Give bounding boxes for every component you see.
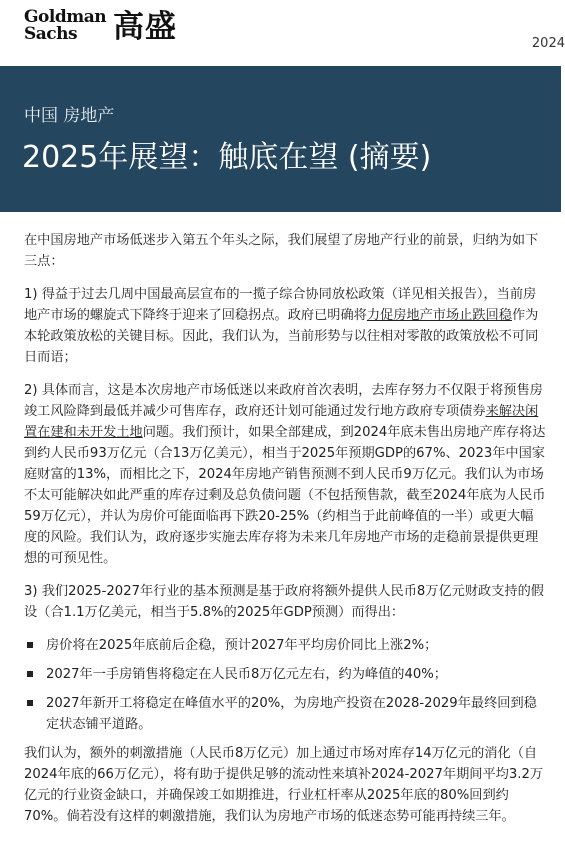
point-2-paragraph bbox=[24, 380, 546, 569]
logo-line-goldman: Goldman bbox=[24, 7, 107, 27]
report-body bbox=[24, 230, 546, 839]
point-2-text-b: 问题。我们预计，如果全部建成，到2024年底未售出房地产库存将达到约人民币93万亿元（合13万亿美元），相当于2025年预期GDP的67%、2023年中国家庭财富的13%，而相比之下，2024年房地产销售预测不到人民币9万亿元。我们认为市场不太可能解决如此严重的库存过剩及总负债问题（不包括预售款，截至2024年底为人民币59万亿元），并认为房价可能面临再下跌20-25%（约相当于此前峰值的一半）或更大幅度的风险。我们认为，政府逐步实施去库存将为未来几年房地产市场的走稳前景提供更理想的可预见性。 bbox=[24, 425, 546, 566]
point-1-text-a: 1) 得益于过去几周中国最高层宣布的一揽子综合协同放松政策（详见相关报告），当前房地产市场的螺旋式下降终于迎来了回稳拐点。政府已明确将 bbox=[24, 287, 537, 323]
report-category: 中国 房地产 bbox=[24, 106, 115, 126]
point-2-text-a: 2) 具体而言，这是本次房地产市场低迷以来政府首次表明，去库存努力不仅限于将预售房竣工风险降到最低并减少可售库存，政府还计划可能通过发行地方政府专项债券 bbox=[24, 383, 543, 419]
list-item-text: 房价将在2025年底前后企稳，预计2027年平均房价同比上涨2%； bbox=[46, 638, 438, 653]
logo-chinese: 高盛 bbox=[113, 9, 177, 45]
point-1-underlined: 力促房地产市场止跌回稳 bbox=[366, 308, 512, 323]
square-bullet-icon bbox=[27, 671, 33, 677]
list-item bbox=[24, 693, 546, 735]
point-1-text-b: 作为本轮政策放松的关键目标。因此，我们认为，当前形势与以往相对零散的政策放松不可同日而语； bbox=[24, 308, 539, 365]
header bbox=[0, 0, 565, 66]
title-banner bbox=[0, 66, 561, 212]
list-item-text: 2027年新开工将稳定在峰值水平的20%，为房地产投资在2028-2029年最终回到稳定状态铺平道路。 bbox=[46, 696, 537, 732]
forecast-list bbox=[24, 635, 546, 735]
square-bullet-icon bbox=[27, 642, 33, 648]
goldman-sachs-logo[interactable] bbox=[24, 9, 106, 43]
report-title: 2025年展望：触底在望 (摘要) bbox=[22, 140, 432, 175]
point-1-paragraph bbox=[24, 284, 546, 368]
list-item bbox=[24, 664, 546, 685]
header-year: 2024 bbox=[531, 36, 565, 51]
point-2-underlined: 来解决闲置在建和未开发土地 bbox=[24, 404, 539, 440]
logo-line-sachs: Sachs bbox=[24, 24, 78, 44]
list-item bbox=[24, 635, 546, 656]
point-3-paragraph: 3) 我们2025-2027年行业的基本预测是基于政府将额外提供人民币8万亿元财政支持的假设（合1.1万亿美元，相当于5.8%的2025年GDP预测）而得出： bbox=[24, 584, 544, 620]
conclusion-paragraph: 我们认为，额外的刺激措施（人民币8万亿元）加上通过市场对库存14万亿元的消化（自2024年底的66万亿元），将有助于提供足够的流动性来填补2024-2027年期间平均3.2万亿元的行业资金缺口，并确保竣工如期推进，行业杠杆率从2025年底的80%回到约70%。倘若没有这样的刺激措施，我们认为房地产市场的低迷态势可能再持续三年。 bbox=[24, 746, 544, 824]
list-item-text: 2027年一手房销售将稳定在人民币8万亿元左右，约为峰值的40%； bbox=[46, 667, 447, 682]
square-bullet-icon bbox=[27, 700, 33, 706]
intro-paragraph: 在中国房地产市场低迷步入第五个年头之际，我们展望了房地产行业的前景，归纳为如下三点： bbox=[24, 233, 539, 269]
